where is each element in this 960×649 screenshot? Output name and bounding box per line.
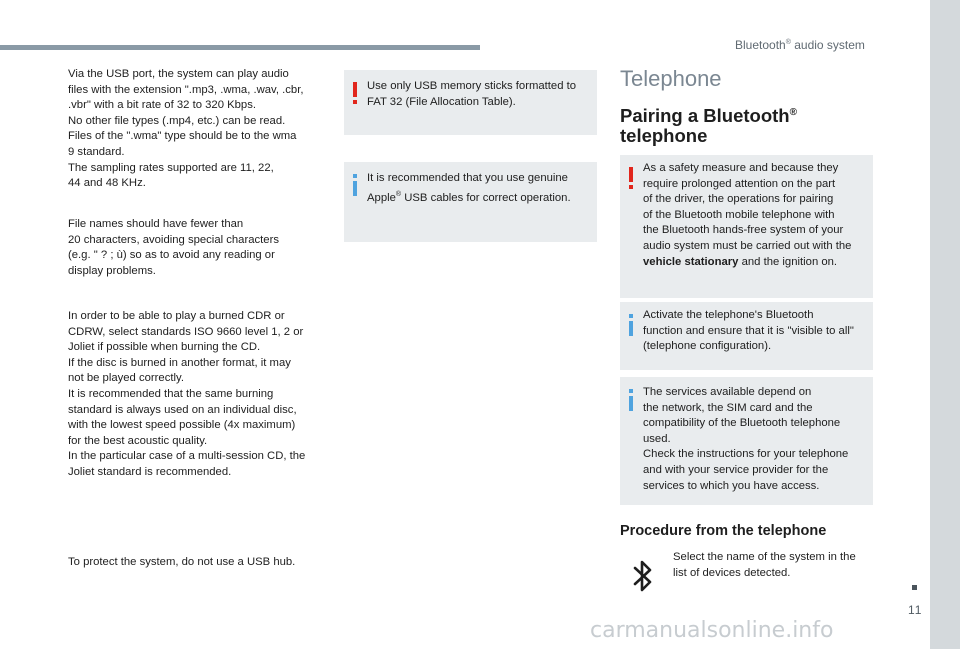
- info-icon: [627, 389, 635, 411]
- page-number: 11: [908, 603, 923, 617]
- usb-hub-paragraph: To protect the system, do not use a USB hub.: [68, 556, 296, 568]
- info-icon: [627, 314, 635, 336]
- bluetooth-icon: [632, 558, 654, 599]
- header-rule: [0, 45, 480, 50]
- file-names-paragraph: File names should have fewer than 20 characters, avoiding special characters (e.g. " ? ; ù) so as to avoid any reading or display problems.: [68, 218, 279, 277]
- apple-cables-info-box: It is recommended that you use genuine Apple® USB cables for correct operation.: [344, 162, 597, 242]
- burned-cd-paragraph: In order to be able to play a burned CDR or CDRW, select standards ISO 9660 level 1, 2 or Joliet if possible when burning the CD. If the disc is burned in another format, it may not be played correctly. It is recommended that the same burning standard is always used on an individual disc, with the lowest speed possible (4x maximum) for the best acoustic quality. In the particular case of a multi-session CD, the Joliet standard is recommended.: [68, 310, 306, 478]
- services-info-box: The services available depend on the network, the SIM card and the compatibility of the Bluetooth telephone used. Check the instructions for your telephone and with your service provider for the services to which you have access.: [620, 377, 873, 505]
- page-header: Bluetooth® audio system: [735, 38, 865, 52]
- safety-warning-box: As a safety measure and because they require prolonged attention on the part of the driver, the operations for pairing of the Bluetooth mobile telephone with the Bluetooth hands-free system of your audio system must be carried out with the vehicle stationary and the ignition on.: [620, 155, 873, 298]
- telephone-heading: Telephone: [620, 66, 722, 91]
- info-icon: [351, 174, 359, 196]
- pairing-subheading: Pairing a Bluetooth® telephone: [620, 105, 797, 147]
- warning-icon: [627, 167, 635, 189]
- watermark: carmanualsonline.info: [590, 618, 834, 643]
- warning-icon: [351, 82, 359, 104]
- usb-memory-warning-box: Use only USB memory sticks formatted to FAT 32 (File Allocation Table).: [344, 70, 597, 135]
- page-marker: [912, 585, 917, 590]
- side-strip: [930, 0, 960, 649]
- usb-formats-paragraph: Via the USB port, the system can play audio files with the extension ".mp3, .wma, .wav, .cbr, .vbr" with a bit rate of 32 to 320 Kbps. No other file types (.mp4, etc.) can be read. Files of the ".wma" type should be to the wma 9 standard. The sampling rates supported are 11, 22, 44 and 48 KHz.: [68, 68, 304, 190]
- procedure-text: Select the name of the system in the list of devices detected.: [673, 551, 856, 579]
- bluetooth-activation-info-box: Activate the telephone's Bluetooth function and ensure that it is "visible to all" (telephone configuration).: [620, 302, 873, 370]
- procedure-heading: Procedure from the telephone: [620, 523, 827, 539]
